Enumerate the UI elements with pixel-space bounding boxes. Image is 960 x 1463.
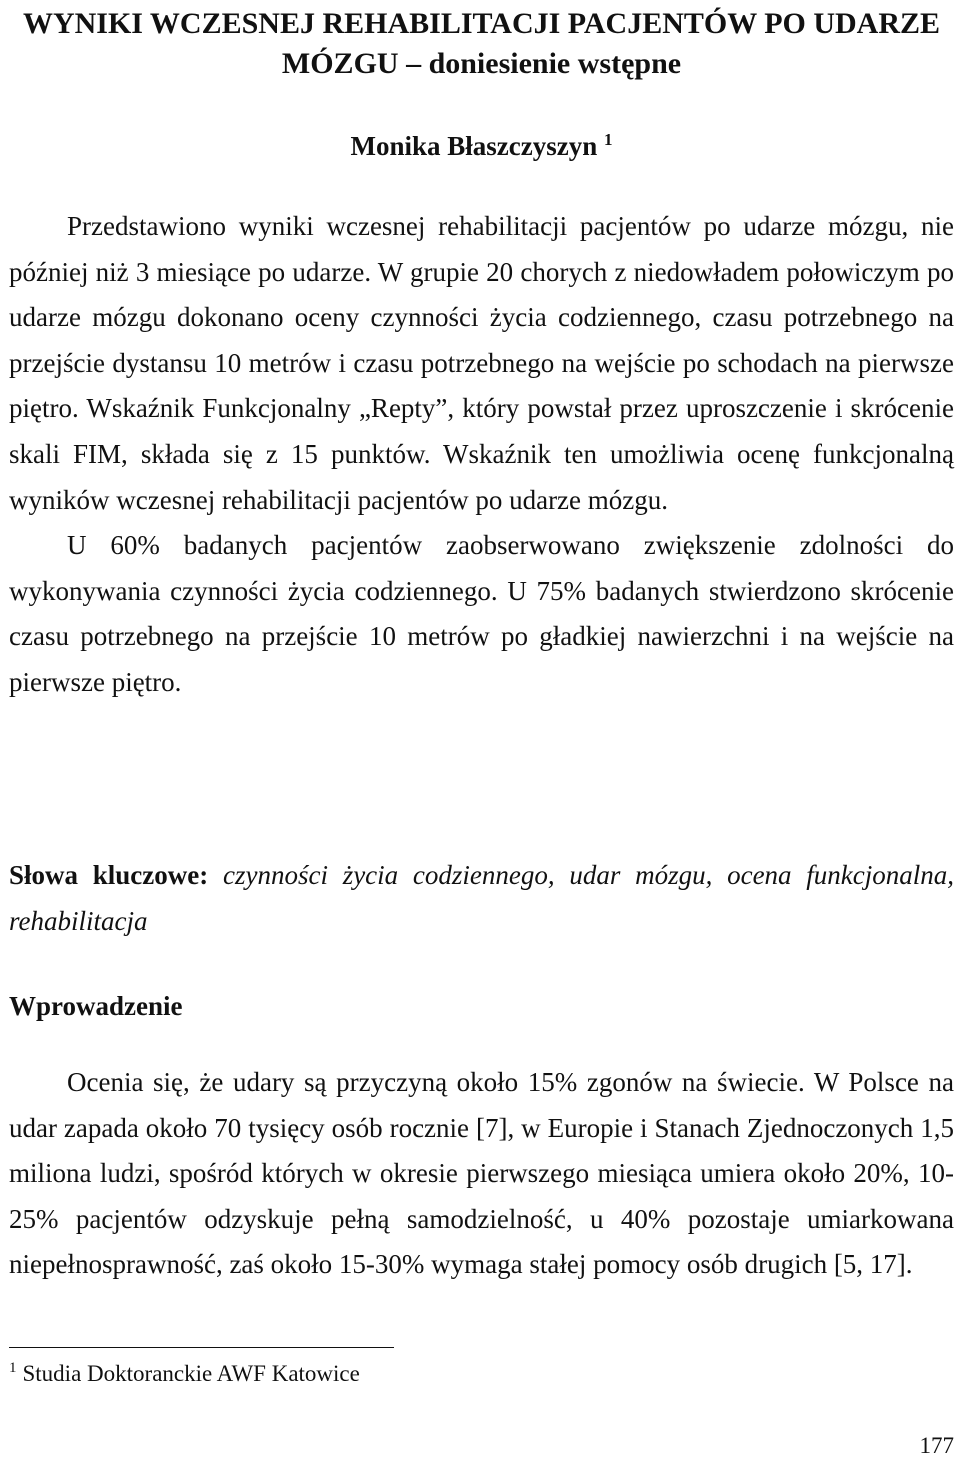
page-number: 177 <box>919 1433 954 1458</box>
introduction-body <box>9 1060 954 1288</box>
footnote <box>9 1358 360 1390</box>
footnote-separator <box>9 1347 394 1348</box>
keywords-values: czynności życia codziennego, udar mózgu, ocena funkcjonalna, rehabilitacja <box>9 860 955 936</box>
paper-title: WYNIKI WCZESNEJ REHABILITACJI PACJENTÓW PO UDARZE MÓZGU – doniesienie wstępne <box>22 7 941 80</box>
footnote-mark: 1 <box>9 1360 17 1376</box>
abstract-paragraph-2: U 60% badanych pacjentów zaobserwowano zwiększenie zdolności do wykonywania czynności życia codziennego. U 75% badanych stwierdzono skrócenie czasu potrzebnego na przejście 10 metrów po gładkiej nawierzchni i na wejście na pierwsze piętro. <box>9 530 954 697</box>
author-name: Monika Błaszczyszyn <box>350 131 598 161</box>
abstract <box>9 204 954 706</box>
section-heading-introduction: Wprowadzenie <box>9 991 183 1021</box>
keywords <box>9 853 954 944</box>
keywords-label: Słowa kluczowe: <box>9 860 209 890</box>
author-footnote-mark: 1 <box>604 130 613 149</box>
author-line <box>9 128 954 164</box>
footnote-text: Studia Doktoranckie AWF Katowice <box>22 1361 360 1386</box>
introduction-paragraph-1: Ocenia się, że udary są przyczyną około 15% zgonów na świecie. W Polsce na udar zapada około 70 tysięcy osób rocznie [7], w Europie i Stanach Zjednoczonych 1,5 miliona ludzi, spośród których w okresie pierwszego miesiąca umiera około 20%, 10-25% pacjentów odzyskuje pełną samodzielność, u 40% pozostaje umiarkowana niepełnosprawność, zaś około 15-30% wymaga stałej pomocy osób drugich [5, 17]. <box>9 1067 954 1280</box>
abstract-paragraph-1: Przedstawiono wyniki wczesnej rehabilitacji pacjentów po udarze mózgu, nie później niż 3 miesiące po udarze. W grupie 20 chorych z niedowładem połowiczym po udarze mózgu dokonano oceny czynności życia codziennego, czasu potrzebnego na przejście dystansu 10 metrów i czasu potrzebnego na wejście po schodach na pierwsze piętro. Wskaźnik Funkcjonalny „Repty”, który powstał przez uproszczenie i skrócenie skali FIM, składa się z 15 punktów. Wskaźnik ten umożliwia ocenę funkcjonalną wyników wczesnej rehabilitacji pacjentów po udarze mózgu. <box>9 211 954 515</box>
